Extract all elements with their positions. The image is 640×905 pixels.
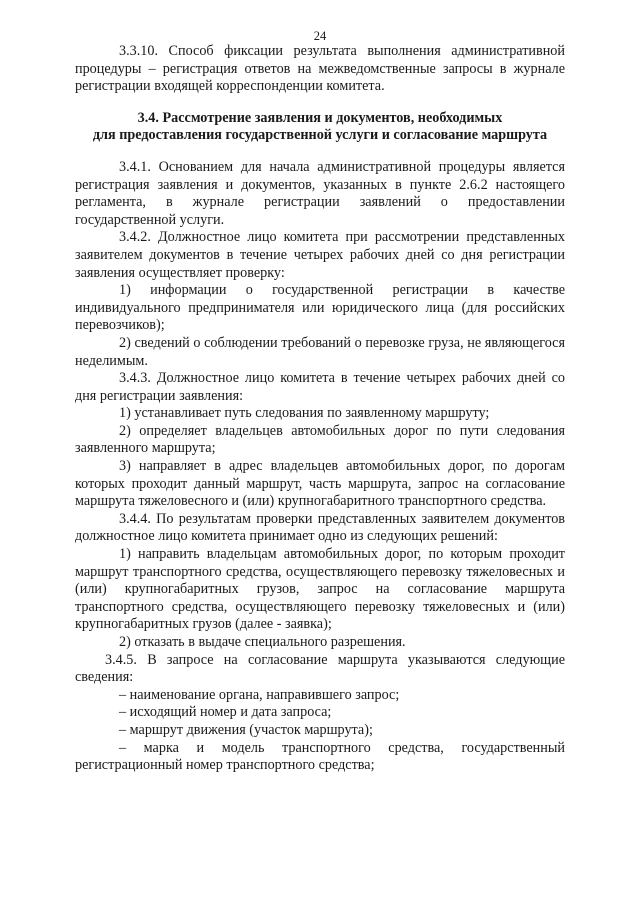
paragraph-3-4-3: 3.4.3. Должностное лицо комитета в течение четырех рабочих дней со дня регистрации заявления: (75, 370, 565, 404)
list-item: – исходящий номер и дата запроса; (119, 704, 332, 721)
section-heading (75, 110, 565, 145)
list-item: – наименование органа, направившего запрос; (119, 686, 400, 703)
list-item: – марка и модель транспортного средства, государственный регистрационный номер транспортного средства; (75, 739, 565, 774)
section-heading-line-2: для предоставления государственной услуги и согласование маршрута (92, 127, 548, 144)
page-number: 24 (313, 29, 327, 43)
list-item: 1) направить владельцам автомобильных дорог, по которым проходит маршрут транспортного средства, осуществляющего перевозку тяжеловесных и (или) крупногабаритных грузов, запрос на согласование маршрута транспортного средства, осуществляющего перевозку тяжеловесных и (или) крупногабаритных грузов (далее - заявка); (75, 546, 565, 633)
paragraph-3-4-1: 3.4.1. Основанием для начала административной процедуры является регистрация заявления и документов, указанных в пункте 2.6.2 настоящего регламента, в журнале регистрации заявлений о предоставлении государственной услуги. (75, 158, 565, 228)
document-body (75, 43, 565, 775)
list-item: 3) направляет в адрес владельцев автомобильных дорог, по дорогам которых проходит данный маршрут, часть маршрута, запрос на согласование маршрута тяжеловесного и (или) крупногабаритного транспортного средства. (75, 458, 565, 510)
list-item: 2) отказать в выдаче специального разрешения. (119, 634, 406, 650)
section-heading-line-1: 3.4. Рассмотрение заявления и документов, необходимых (137, 109, 503, 126)
paragraph-3-4-4: 3.4.4. По результатам проверки представленных заявителем документов должностное лицо комитета принимает одно из следующих решений: (75, 510, 565, 545)
paragraph-3-4-2: 3.4.2. Должностное лицо комитета при рассмотрении представленных заявителем документов в течение четырех рабочих дней со дня регистрации заявления осуществляет проверку: (75, 229, 565, 281)
paragraph-3-3-10: 3.3.10. Способ фиксации результата выполнения административной процедуры – регистрация ответов на межведомственные запросы в журнале регистрации входящей корреспонденции комитета. (75, 43, 565, 95)
list-item: – маршрут движения (участок маршрута); (119, 721, 373, 738)
list-item: 1) устанавливает путь следования по заявленному маршруту; (119, 405, 490, 422)
paragraph-3-4-5: 3.4.5. В запросе на согласование маршрута указываются следующие сведения: (75, 651, 565, 686)
list-item: 1) информации о государственной регистрации в качестве индивидуального предпринимателя или юридического лица (для российских перевозчиков); (75, 282, 565, 334)
list-item: 2) определяет владельцев автомобильных дорог по пути следования заявленного маршрута; (75, 422, 565, 457)
list-item: 2) сведений о соблюдении требований о перевозке груза, не являющегося неделимым. (75, 334, 565, 369)
